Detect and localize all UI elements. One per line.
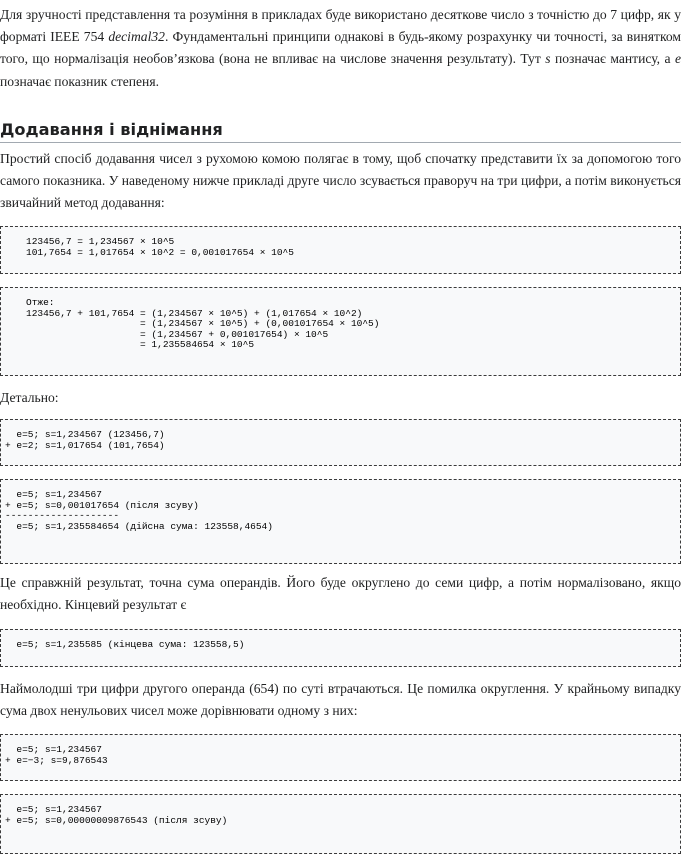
code-line: e=5; s=1,234567	[5, 489, 102, 500]
code-line: = (1,234567 × 10^5) + (0,001017654 × 10^5)	[26, 318, 380, 330]
code-block-final-sum	[0, 629, 681, 667]
code-block-extreme-operands	[0, 734, 681, 781]
rounding-paragraph: Наймолодші три цифри другого операнда (654) по суті втрачаються. Це помилка округлення. У крайньому випадку сума двох ненульових чисел може дорівнювати одному з них:	[0, 681, 681, 719]
code-line: 101,7654 = 1,017654 × 10^2 = 0,001017654 × 10^5	[26, 246, 294, 258]
heading-underline	[0, 142, 681, 143]
intro-text-2: . Фундаментальні принципи однакові в будь-якому розрахунку чи точності, за винятком того, що нормалізація необов’язкова (вона не впливає на числове значення результату). Тут	[0, 29, 681, 67]
code-line: 123456,7 + 101,7654 = (1,234567 × 10^5) + (1,017654 × 10^2)	[26, 307, 363, 319]
code-line: + e=5; s=0,001017654 (після зсуву)	[5, 499, 199, 511]
code-block-sum	[0, 479, 681, 564]
decimal-format-term: decimal32	[108, 29, 165, 45]
code-line: e=5; s=1,234567	[5, 744, 102, 755]
code-line: + e=−3; s=9,876543	[5, 754, 108, 766]
code-line: + e=5; s=0,00000009876543 (після зсуву)	[5, 814, 228, 826]
intro-text-4: позначає показник степеня.	[0, 73, 159, 89]
code-block-extreme-shift	[0, 794, 681, 854]
code-line: e=5; s=1,234567	[5, 804, 102, 815]
detail-label: Детально:	[0, 390, 59, 405]
code-line: --------------------	[5, 510, 120, 522]
code-line: 123456,7 = 1,234567 × 10^5	[26, 236, 175, 247]
code-block-exponents	[0, 226, 681, 274]
intro-text-1: Для зручності представлення та розуміння в прикладах буде використано десяткове число з точністю до 7 цифр, як у форматі IEEE 754	[0, 7, 681, 45]
addition-paragraph: Простий спосіб додавання чисел з рухомою комою полягає в тому, щоб спочатку представити їх за допомогою того самого показника. У наведеному нижче прикладі друге число зсувається праворуч на три цифри, а потім виконується звичайний метод додавання:	[0, 151, 681, 211]
s-variable: s	[545, 51, 551, 67]
section-heading: Додавання і віднімання	[0, 120, 223, 139]
code-line: = 1,235584654 × 10^5	[26, 339, 255, 351]
intro-paragraph	[0, 4, 681, 93]
result-paragraph: Це справжній результат, точна сума операндів. Його буде округлено до семи цифр, а потім нормалізовано, якщо необхідно. Кінцевий результат є	[0, 575, 681, 613]
code-line: + e=2; s=1,017654 (101,7654)	[5, 439, 165, 451]
code-line: e=5; s=1,235585 (кінцева сума: 123558,5)	[5, 639, 245, 650]
code-line: e=5; s=1,235584654 (дійсна сума: 123558,4654)	[5, 520, 273, 532]
intro-text-3: позначає мантису, а	[550, 51, 675, 67]
code-block-operands	[0, 419, 681, 466]
code-line: = (1,234567 + 0,001017654) × 10^5	[26, 328, 329, 340]
code-line: e=5; s=1,234567 (123456,7)	[5, 429, 165, 440]
code-block-addition	[0, 287, 681, 376]
code-line: Отже:	[26, 297, 55, 308]
e-variable: e	[674, 51, 682, 67]
